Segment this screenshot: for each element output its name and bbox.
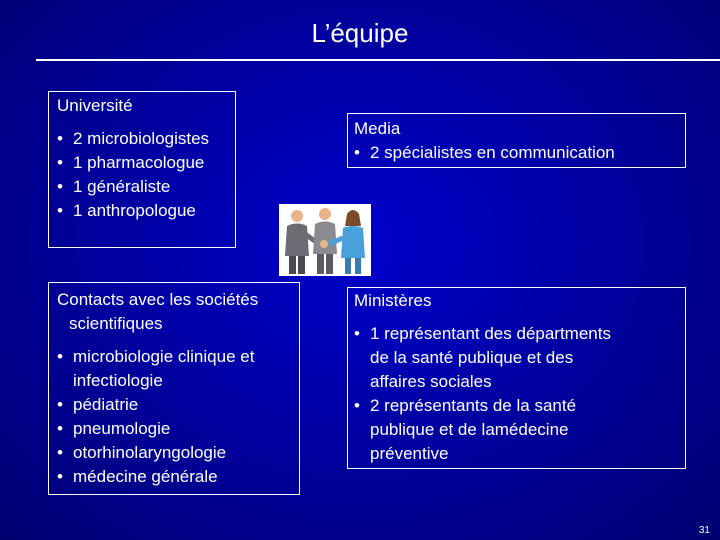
list-item: • 2 spécialistes en communication — [354, 141, 679, 165]
media-box — [347, 113, 686, 168]
list-item — [354, 394, 679, 466]
universite-heading: Université — [57, 96, 133, 115]
list-item: • 1 pharmacologue — [57, 151, 227, 175]
list-item-line: publique et de lamédecine — [370, 420, 569, 439]
list-item: • 2 microbiologistes — [57, 127, 227, 151]
list-item-line: • 1 représentant des départments — [370, 324, 611, 343]
contacts-box — [48, 282, 300, 495]
list-item: • pédiatrie — [57, 393, 291, 417]
ministeres-heading: Ministères — [354, 291, 432, 310]
ministeres-box — [347, 287, 686, 469]
ministeres-list — [354, 322, 679, 466]
list-item-line: • microbiologie clinique et — [73, 347, 255, 366]
universite-list — [57, 127, 227, 223]
list-item-line: préventive — [370, 444, 449, 463]
list-item-line: infectiologie — [73, 371, 163, 390]
page-number: 31 — [698, 525, 710, 536]
contacts-list — [57, 345, 291, 489]
list-item — [354, 322, 679, 394]
universite-box — [48, 91, 236, 248]
list-item: • médecine générale — [57, 465, 291, 489]
list-item: • pneumologie — [57, 417, 291, 441]
list-item: • 1 anthropologue — [57, 199, 227, 223]
list-item — [57, 345, 291, 393]
media-heading: Media — [354, 119, 401, 138]
list-item-line: affaires sociales — [370, 372, 492, 391]
list-item-line: de la santé publique et des — [370, 348, 574, 367]
title-divider — [36, 59, 720, 61]
contacts-heading: Contacts avec les sociétés — [57, 290, 259, 309]
handshake-people-icon — [279, 204, 371, 276]
list-item-line: • 2 représentants de la santé — [370, 396, 577, 415]
slide-title: L’équipe — [311, 18, 409, 48]
media-list — [354, 141, 679, 165]
list-item: • 1 généraliste — [57, 175, 227, 199]
list-item: • otorhinolaryngologie — [57, 441, 291, 465]
contacts-heading-continued: scientifiques — [69, 314, 163, 333]
